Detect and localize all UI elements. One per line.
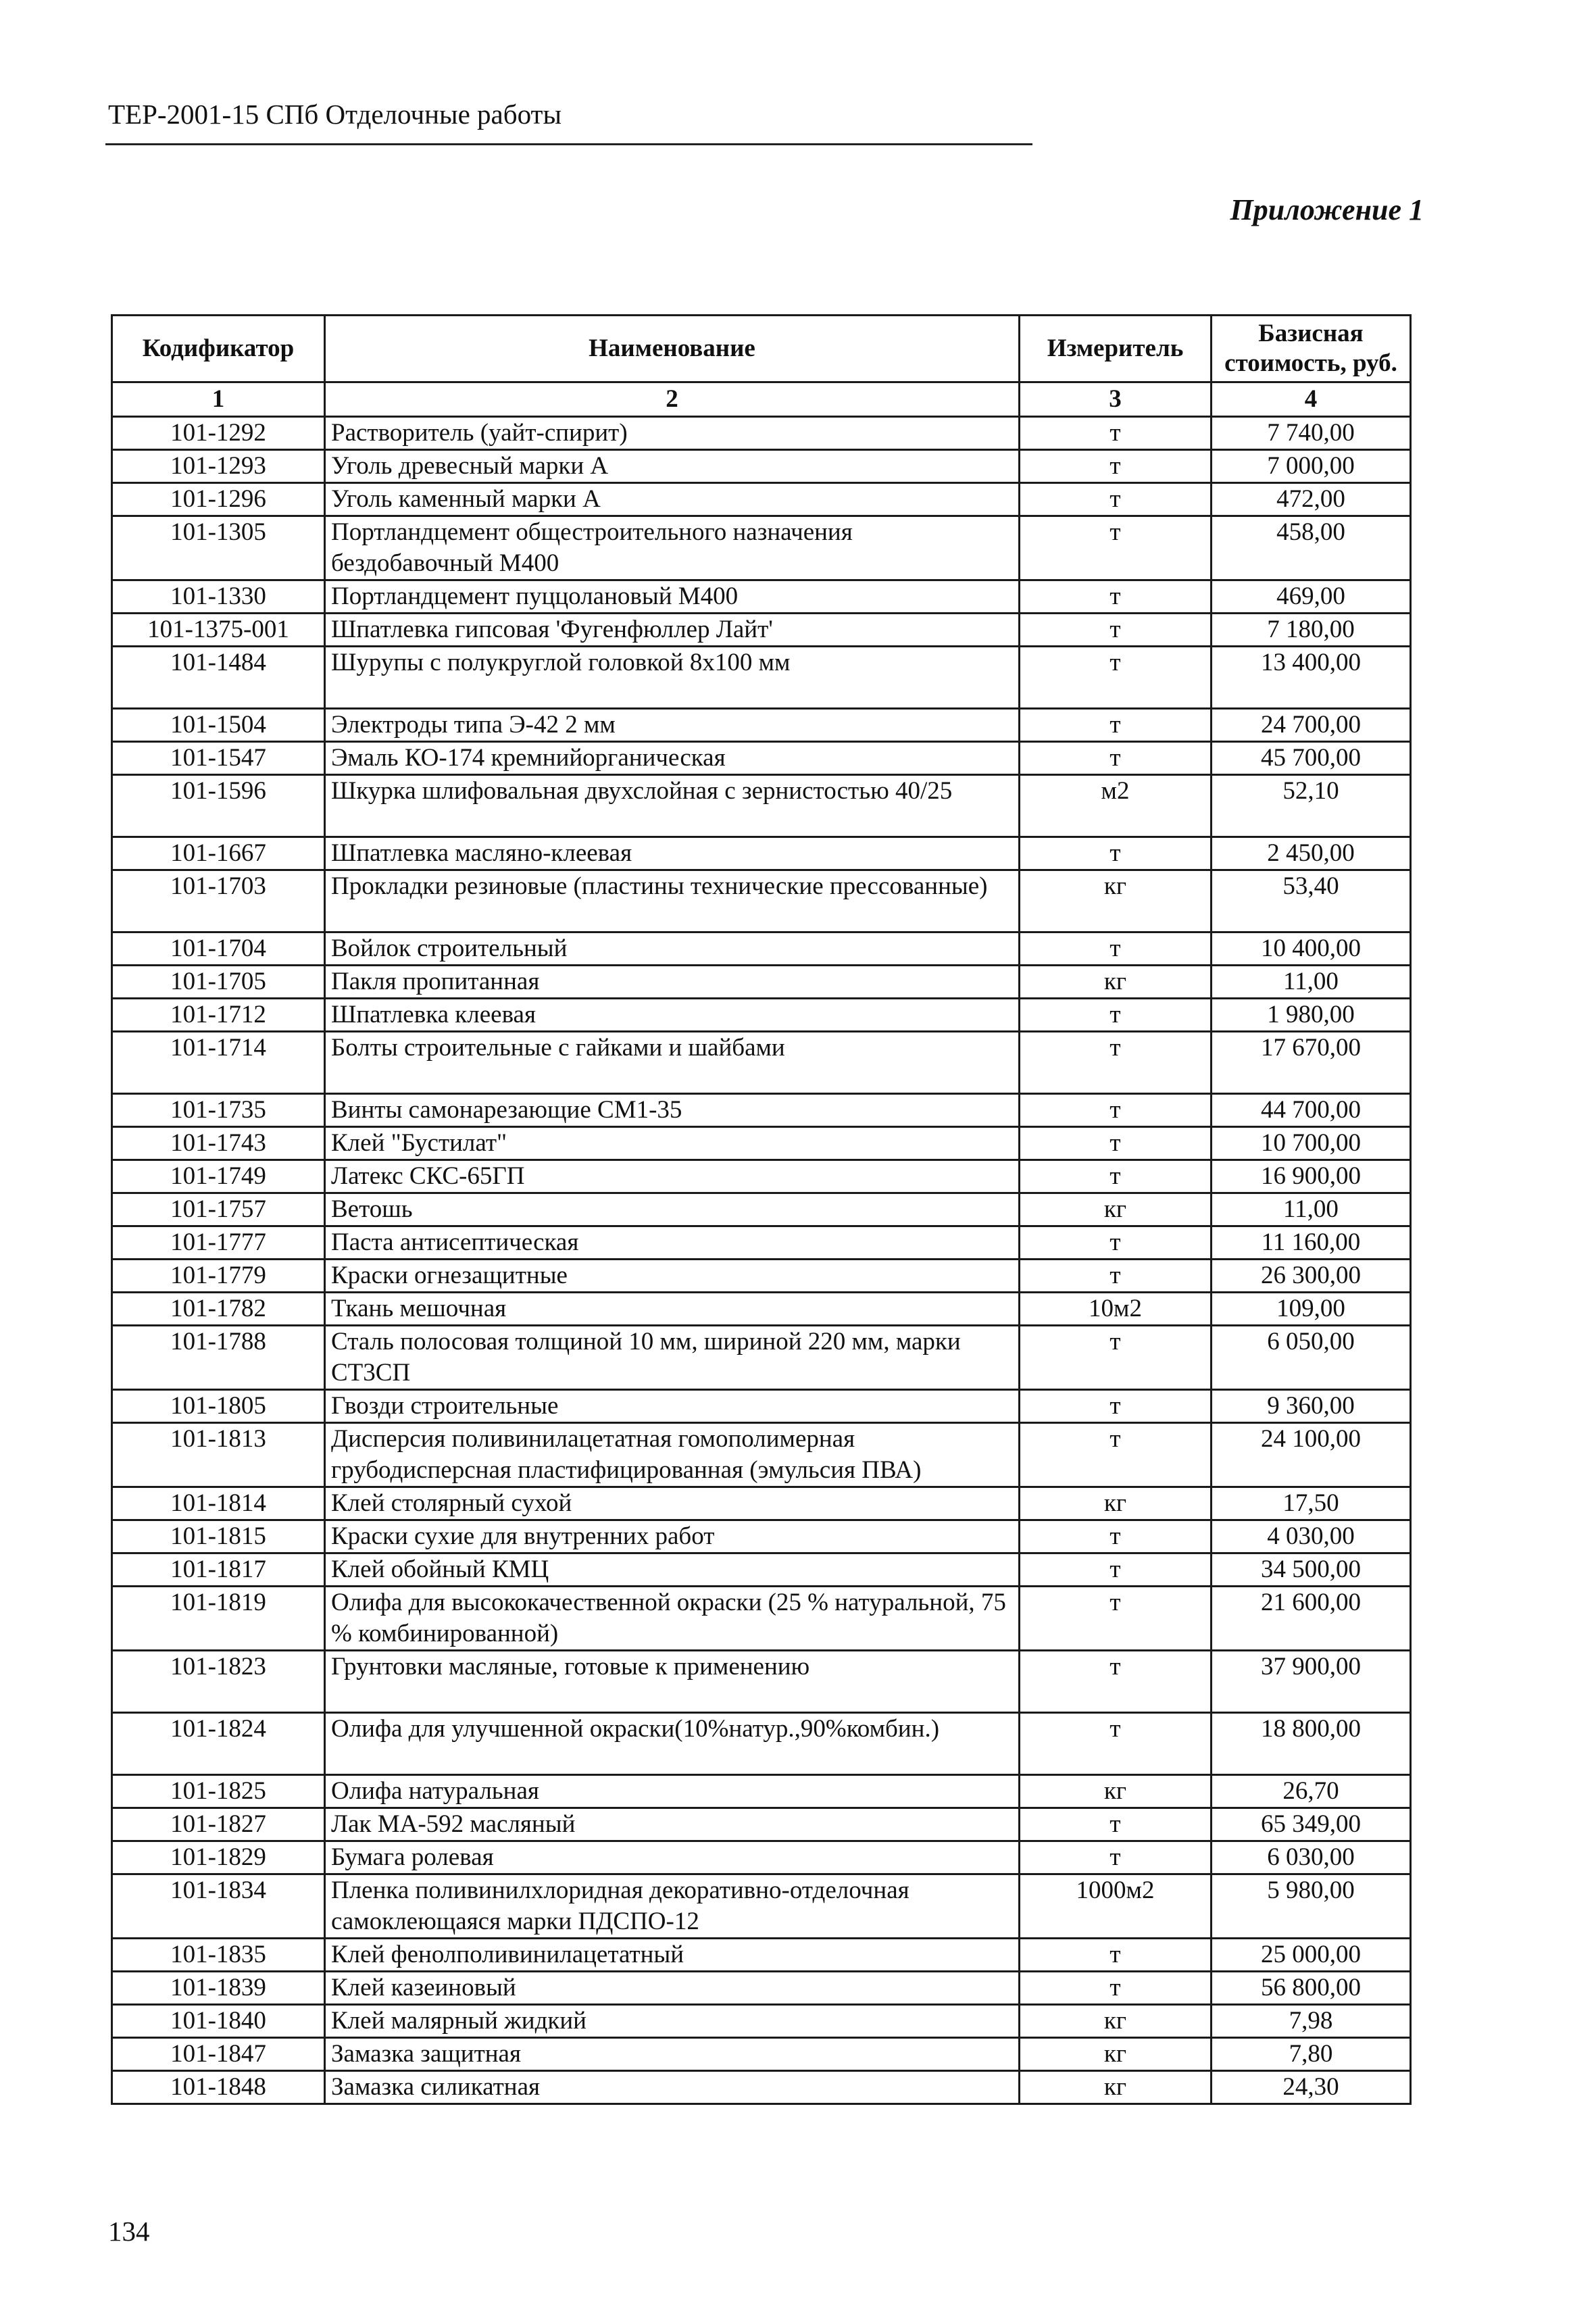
cell-unit: 10м2 [1020,1293,1212,1326]
cell-unit: т [1020,450,1212,483]
cell-unit: т [1020,1423,1212,1487]
cell-name: Грунтовки масляные, готовые к применению [325,1651,1020,1713]
table-row [112,1326,1411,1390]
cell-price: 13 400,00 [1212,647,1411,709]
cell-name: Клей казеиновый [325,1972,1020,2005]
cell-price: 16 900,00 [1212,1160,1411,1193]
cell-unit: т [1020,580,1212,614]
cell-unit: т [1020,1651,1212,1713]
table-row [112,1775,1411,1808]
cell-price: 2 450,00 [1212,837,1411,870]
cell-name: Клей "Бустилат" [325,1127,1020,1160]
cell-unit: т [1020,1160,1212,1193]
cell-unit: кг [1020,870,1212,932]
cell-code: 101-1743 [112,1127,325,1160]
column-number-row [112,382,1411,417]
table-row [112,1553,1411,1587]
cell-unit: т [1020,1520,1212,1553]
column-number: 1 [112,382,325,417]
table-row [112,614,1411,647]
cell-price: 52,10 [1212,775,1411,837]
cell-price: 7,98 [1212,2005,1411,2038]
cell-unit: т [1020,1841,1212,1874]
cell-unit: т [1020,1972,1212,2005]
table-row [112,1390,1411,1423]
cell-price: 4 030,00 [1212,1520,1411,1553]
cell-code: 101-1504 [112,709,325,742]
cell-unit: кг [1020,2005,1212,2038]
cell-name: Портландцемент пуццолановый М400 [325,580,1020,614]
cell-name: Паста антисептическая [325,1226,1020,1260]
cell-price: 472,00 [1212,483,1411,516]
table-row [112,1520,1411,1553]
table-row [112,999,1411,1032]
cell-name: Клей фенолполивинилацетатный [325,1939,1020,1972]
cell-price: 37 900,00 [1212,1651,1411,1713]
table-row [112,1094,1411,1127]
cell-name: Эмаль КО-174 кремнийорганическая [325,742,1020,775]
cell-code: 101-1839 [112,1972,325,2005]
column-header-unit: Измеритель [1020,316,1212,382]
table-row [112,1127,1411,1160]
cell-code: 101-1813 [112,1423,325,1487]
cell-name: Шпатлевка гипсовая 'Фугенфюллер Лайт' [325,614,1020,647]
cell-code: 101-1814 [112,1487,325,1520]
cell-price: 469,00 [1212,580,1411,614]
cell-name: Клей столярный сухой [325,1487,1020,1520]
cell-price: 7,80 [1212,2038,1411,2071]
cell-name: Войлок строительный [325,932,1020,966]
cell-unit: т [1020,1226,1212,1260]
table-row [112,1423,1411,1487]
table-row [112,580,1411,614]
table-row [112,1841,1411,1874]
price-table [111,314,1412,2105]
cell-code: 101-1825 [112,1775,325,1808]
cell-unit: кг [1020,1775,1212,1808]
cell-code: 101-1824 [112,1713,325,1775]
cell-code: 101-1840 [112,2005,325,2038]
cell-name: Шпатлевка клеевая [325,999,1020,1032]
cell-code: 101-1330 [112,580,325,614]
cell-unit: т [1020,1553,1212,1587]
cell-unit: т [1020,1260,1212,1293]
table-row [112,1972,1411,2005]
cell-name: Ткань мешочная [325,1293,1020,1326]
table-row [112,1293,1411,1326]
cell-price: 7 180,00 [1212,614,1411,647]
cell-unit: т [1020,614,1212,647]
cell-unit: 1000м2 [1020,1874,1212,1939]
cell-price: 109,00 [1212,1293,1411,1326]
cell-name: Пленка поливинилхлоридная декоративно-отделочная самоклеющаяся марки ПДСПО-12 [325,1874,1020,1939]
cell-name: Олифа для улучшенной окраски(10%натур.,90%комбин.) [325,1713,1020,1775]
cell-price: 9 360,00 [1212,1390,1411,1423]
cell-code: 101-1829 [112,1841,325,1874]
cell-code: 101-1749 [112,1160,325,1193]
cell-price: 7 740,00 [1212,417,1411,450]
table-row [112,1651,1411,1713]
document-header-title: ТЕР-2001-15 СПб Отделочные работы [108,99,562,130]
cell-price: 24,30 [1212,2071,1411,2104]
cell-price: 458,00 [1212,516,1411,580]
cell-unit: т [1020,709,1212,742]
table-row [112,709,1411,742]
cell-price: 65 349,00 [1212,1808,1411,1841]
cell-unit: т [1020,742,1212,775]
cell-name: Ветошь [325,1193,1020,1226]
cell-unit: т [1020,932,1212,966]
cell-name: Замазка защитная [325,2038,1020,2071]
cell-code: 101-1835 [112,1939,325,1972]
cell-price: 1 980,00 [1212,999,1411,1032]
cell-name: Латекс СКС-65ГП [325,1160,1020,1193]
table-header-row [112,316,1411,382]
cell-code: 101-1735 [112,1094,325,1127]
appendix-label: Приложение 1 [1230,193,1424,226]
table-row [112,742,1411,775]
cell-price: 56 800,00 [1212,1972,1411,2005]
table-row [112,1874,1411,1939]
cell-code: 101-1819 [112,1587,325,1651]
column-number: 4 [1212,382,1411,417]
column-header-name: Наименование [325,316,1020,382]
cell-price: 18 800,00 [1212,1713,1411,1775]
cell-name: Клей малярный жидкий [325,2005,1020,2038]
cell-price: 34 500,00 [1212,1553,1411,1587]
cell-unit: т [1020,999,1212,1032]
cell-unit: кг [1020,1487,1212,1520]
cell-price: 17 670,00 [1212,1032,1411,1094]
table-row [112,775,1411,837]
table-row [112,417,1411,450]
cell-code: 101-1704 [112,932,325,966]
table-row [112,1487,1411,1520]
cell-code: 101-1667 [112,837,325,870]
table-row [112,2071,1411,2104]
cell-name: Шурупы с полукруглой головкой 8x100 мм [325,647,1020,709]
cell-name: Шкурка шлифовальная двухслойная с зернистостью 40/25 [325,775,1020,837]
cell-unit: т [1020,516,1212,580]
cell-code: 101-1817 [112,1553,325,1587]
cell-unit: кг [1020,2038,1212,2071]
cell-name: Замазка силикатная [325,2071,1020,2104]
cell-code: 101-1703 [112,870,325,932]
cell-name: Олифа натуральная [325,1775,1020,1808]
cell-unit: т [1020,1808,1212,1841]
table-row [112,966,1411,999]
cell-unit: т [1020,1127,1212,1160]
cell-name: Олифа для высококачественной окраски (25 % натуральной, 75 % комбинированной) [325,1587,1020,1651]
cell-code: 101-1779 [112,1260,325,1293]
cell-code: 101-1827 [112,1808,325,1841]
cell-unit: т [1020,483,1212,516]
table-body [112,417,1411,2104]
cell-price: 26,70 [1212,1775,1411,1808]
cell-price: 10 700,00 [1212,1127,1411,1160]
table-row [112,516,1411,580]
cell-price: 10 400,00 [1212,932,1411,966]
cell-code: 101-1777 [112,1226,325,1260]
cell-code: 101-1296 [112,483,325,516]
cell-unit: т [1020,1094,1212,1127]
cell-name: Прокладки резиновые (пластины технические прессованные) [325,870,1020,932]
table-row [112,2038,1411,2071]
column-header-code: Кодификатор [112,316,325,382]
cell-code: 101-1815 [112,1520,325,1553]
cell-name: Краски сухие для внутренних работ [325,1520,1020,1553]
table-row [112,450,1411,483]
cell-code: 101-1847 [112,2038,325,2071]
cell-unit: т [1020,837,1212,870]
cell-code: 101-1714 [112,1032,325,1094]
column-number: 2 [325,382,1020,417]
cell-name: Лак МА-592 масляный [325,1808,1020,1841]
cell-name: Портландцемент общестроительного назначения бездобавочный М400 [325,516,1020,580]
cell-name: Пакля пропитанная [325,966,1020,999]
cell-code: 101-1805 [112,1390,325,1423]
cell-code: 101-1705 [112,966,325,999]
cell-unit: м2 [1020,775,1212,837]
cell-code: 101-1782 [112,1293,325,1326]
cell-name: Уголь каменный марки А [325,483,1020,516]
cell-unit: кг [1020,966,1212,999]
cell-unit: т [1020,647,1212,709]
table-row [112,870,1411,932]
cell-unit: т [1020,1326,1212,1390]
table-row [112,1713,1411,1775]
cell-code: 101-1848 [112,2071,325,2104]
cell-unit: кг [1020,2071,1212,2104]
header-divider [105,143,1032,145]
cell-price: 24 100,00 [1212,1423,1411,1487]
cell-name: Бумага ролевая [325,1841,1020,1874]
cell-unit: кг [1020,1193,1212,1226]
table-row [112,1260,1411,1293]
column-number: 3 [1020,382,1212,417]
cell-code: 101-1788 [112,1326,325,1390]
table-row [112,1939,1411,1972]
cell-price: 53,40 [1212,870,1411,932]
table-row [112,647,1411,709]
cell-code: 101-1823 [112,1651,325,1713]
cell-name: Шпатлевка масляно-клеевая [325,837,1020,870]
cell-code: 101-1757 [112,1193,325,1226]
cell-code: 101-1596 [112,775,325,837]
cell-code: 101-1484 [112,647,325,709]
cell-name: Сталь полосовая толщиной 10 мм, шириной 220 мм, марки СТ3СП [325,1326,1020,1390]
cell-unit: т [1020,1390,1212,1423]
table-row [112,483,1411,516]
table-row [112,1032,1411,1094]
cell-price: 45 700,00 [1212,742,1411,775]
cell-code: 101-1305 [112,516,325,580]
cell-unit: т [1020,417,1212,450]
cell-code: 101-1375-001 [112,614,325,647]
cell-price: 11 160,00 [1212,1226,1411,1260]
cell-unit: т [1020,1587,1212,1651]
cell-price: 11,00 [1212,1193,1411,1226]
table-row [112,837,1411,870]
cell-price: 21 600,00 [1212,1587,1411,1651]
table-row [112,1226,1411,1260]
table-row [112,1160,1411,1193]
cell-price: 5 980,00 [1212,1874,1411,1939]
cell-name: Растворитель (уайт-спирит) [325,417,1020,450]
table-row [112,1808,1411,1841]
cell-price: 25 000,00 [1212,1939,1411,1972]
cell-code: 101-1547 [112,742,325,775]
cell-price: 11,00 [1212,966,1411,999]
table-row [112,1587,1411,1651]
cell-price: 6 030,00 [1212,1841,1411,1874]
cell-name: Уголь древесный марки А [325,450,1020,483]
cell-price: 26 300,00 [1212,1260,1411,1293]
cell-name: Гвозди строительные [325,1390,1020,1423]
cell-price: 6 050,00 [1212,1326,1411,1390]
cell-name: Электроды типа Э-42 2 мм [325,709,1020,742]
cell-code: 101-1293 [112,450,325,483]
cell-name: Дисперсия поливинилацетатная гомополимерная грубодисперсная пластифицированная (эмульсия ПВА) [325,1423,1020,1487]
cell-price: 17,50 [1212,1487,1411,1520]
page-number: 134 [108,2216,150,2247]
table-row [112,2005,1411,2038]
cell-code: 101-1834 [112,1874,325,1939]
cell-price: 24 700,00 [1212,709,1411,742]
table-row [112,1193,1411,1226]
cell-code: 101-1292 [112,417,325,450]
column-header-price: Базисная стоимость, руб. [1212,316,1411,382]
cell-price: 44 700,00 [1212,1094,1411,1127]
cell-price: 7 000,00 [1212,450,1411,483]
cell-code: 101-1712 [112,999,325,1032]
cell-name: Винты самонарезающие СМ1-35 [325,1094,1020,1127]
cell-unit: т [1020,1032,1212,1094]
cell-unit: т [1020,1713,1212,1775]
table-row [112,932,1411,966]
cell-name: Болты строительные с гайками и шайбами [325,1032,1020,1094]
cell-name: Краски огнезащитные [325,1260,1020,1293]
cell-name: Клей обойный КМЦ [325,1553,1020,1587]
cell-unit: т [1020,1939,1212,1972]
